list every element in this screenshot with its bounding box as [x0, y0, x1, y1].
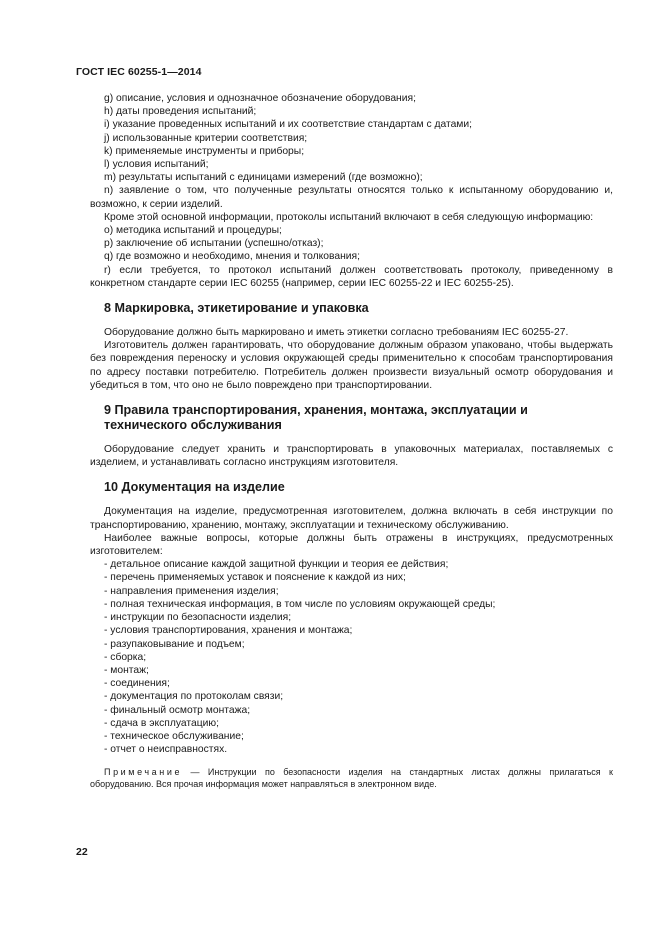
list-item: - разупаковывание и подъем;	[104, 638, 245, 650]
list-item: - сдача в эксплуатацию;	[104, 717, 219, 729]
test-report-list-top	[90, 92, 613, 211]
section-9-heading-line-1: 9 Правила транспортирования, хранения, монтажа, эксплуатации и	[104, 403, 528, 418]
list-item-l: l) условия испытаний;	[104, 159, 209, 171]
list-item-p: p) заключение об испытании (успешно/отказ);	[104, 238, 324, 250]
list-item-o: o) методика испытаний и процедуры;	[104, 225, 282, 237]
list-item-k: k) применяемые инструменты и приборы;	[104, 145, 305, 157]
list-item: - сборка;	[104, 651, 147, 663]
note	[90, 766, 613, 790]
list-item-j: j) использованные критерии соответствия;	[104, 132, 308, 144]
list-item: - отчет о неисправностях.	[104, 744, 228, 756]
list-item: - детальное описание каждой защитной функции и теория ее действия;	[104, 559, 449, 571]
section-8-paragraph-2: Изготовитель должен гарантировать, что оборудование должным образом упаковано, чтобы выдержать без повреждения переноску и условия окружающей среды применительно к способам транспортирования по адресу поставки потребителю. Потребитель должен произвести визуальный осмотр оборудования и убедиться в том, что оно не было повреждено при транспортировании.	[90, 340, 613, 391]
list-item: - монтаж;	[104, 664, 149, 676]
list-item: - соединения;	[104, 678, 170, 690]
list-item-i: i) указание проведенных испытаний и их соответствие стандартам с датами;	[104, 119, 472, 131]
list-item: - условия транспортирования, хранения и монтажа;	[104, 625, 353, 637]
list-item-h: h) даты проведения испытаний;	[104, 106, 257, 118]
list-item: - документация по протоколам связи;	[104, 691, 284, 703]
list-item: - полная техническая информация, в том числе по условиям окружающей среды;	[104, 598, 496, 610]
section-10-paragraph-2: Наиболее важные вопросы, которые должны быть отражены в инструкциях, предусмотренных изготовителем:	[90, 532, 613, 558]
list-item: - перечень применяемых уставок и пояснение к каждой из них;	[104, 572, 406, 584]
list-item: - инструкции по безопасности изделия;	[104, 612, 292, 624]
list-item-m: m) результаты испытаний с единицами измерений (где возможно);	[104, 172, 423, 184]
section-9-heading	[90, 403, 613, 433]
page-number: 22	[76, 846, 88, 858]
section-10-paragraph-1: Документация на изделие, предусмотренная изготовителем, должна включать в себя инструкции по транспортированию, хранению, монтажу, эксплуатации и техническому обслуживанию.	[90, 506, 613, 531]
list-item-r: r) если требуется, то протокол испытаний должен соответствовать протоколу, приведенному в конкретном стандарте серии IEC 60255 (например, серии IEC 60255-22 и IEC 60255-25).	[90, 264, 613, 289]
list-item-n: n) заявление о том, что полученные результаты относятся только к испытанному оборудованию и, возможно, к серии изделий.	[90, 185, 613, 210]
list-item: - техническое обслуживание;	[104, 730, 244, 742]
section-10-heading: 10 Документация на изделие	[104, 480, 285, 495]
documentation-topics-list	[90, 558, 613, 756]
section-8-heading: 8 Маркировка, этикетирование и упаковка	[104, 301, 369, 316]
note-label: Примечание	[104, 767, 183, 778]
section-9-paragraph-1: Оборудование следует хранить и транспортировать в упаковочных материалах, поставляемых с изделием, и устанавливать согласно инструкциям изготовителя.	[90, 444, 613, 469]
page-content	[90, 92, 613, 790]
list-item-g: g) описание, условия и однозначное обозначение оборудования;	[104, 93, 416, 104]
list-item: - финальный осмотр монтажа;	[104, 704, 251, 716]
standard-code: ГОСТ IEC 60255-1—2014	[76, 66, 202, 78]
list-item: - направления применения изделия;	[104, 585, 279, 597]
note-text: — Инструкции по безопасности изделия на стандартных листах должны прилагаться к оборудованию. Вся прочая информация может направляться в электронном виде.	[90, 767, 613, 790]
list-item-q: q) где возможно и необходимо, мнения и толкования;	[104, 251, 360, 263]
section-8-paragraph-1: Оборудование должно быть маркировано и иметь этикетки согласно требованиям IEC 60255-27.	[104, 327, 569, 339]
section-9-heading-line-2: технического обслуживания	[104, 418, 282, 433]
extra-info-intro: Кроме этой основной информации, протоколы испытаний включают в себя следующую информацию:	[104, 211, 594, 223]
test-report-list-extra	[90, 224, 613, 290]
